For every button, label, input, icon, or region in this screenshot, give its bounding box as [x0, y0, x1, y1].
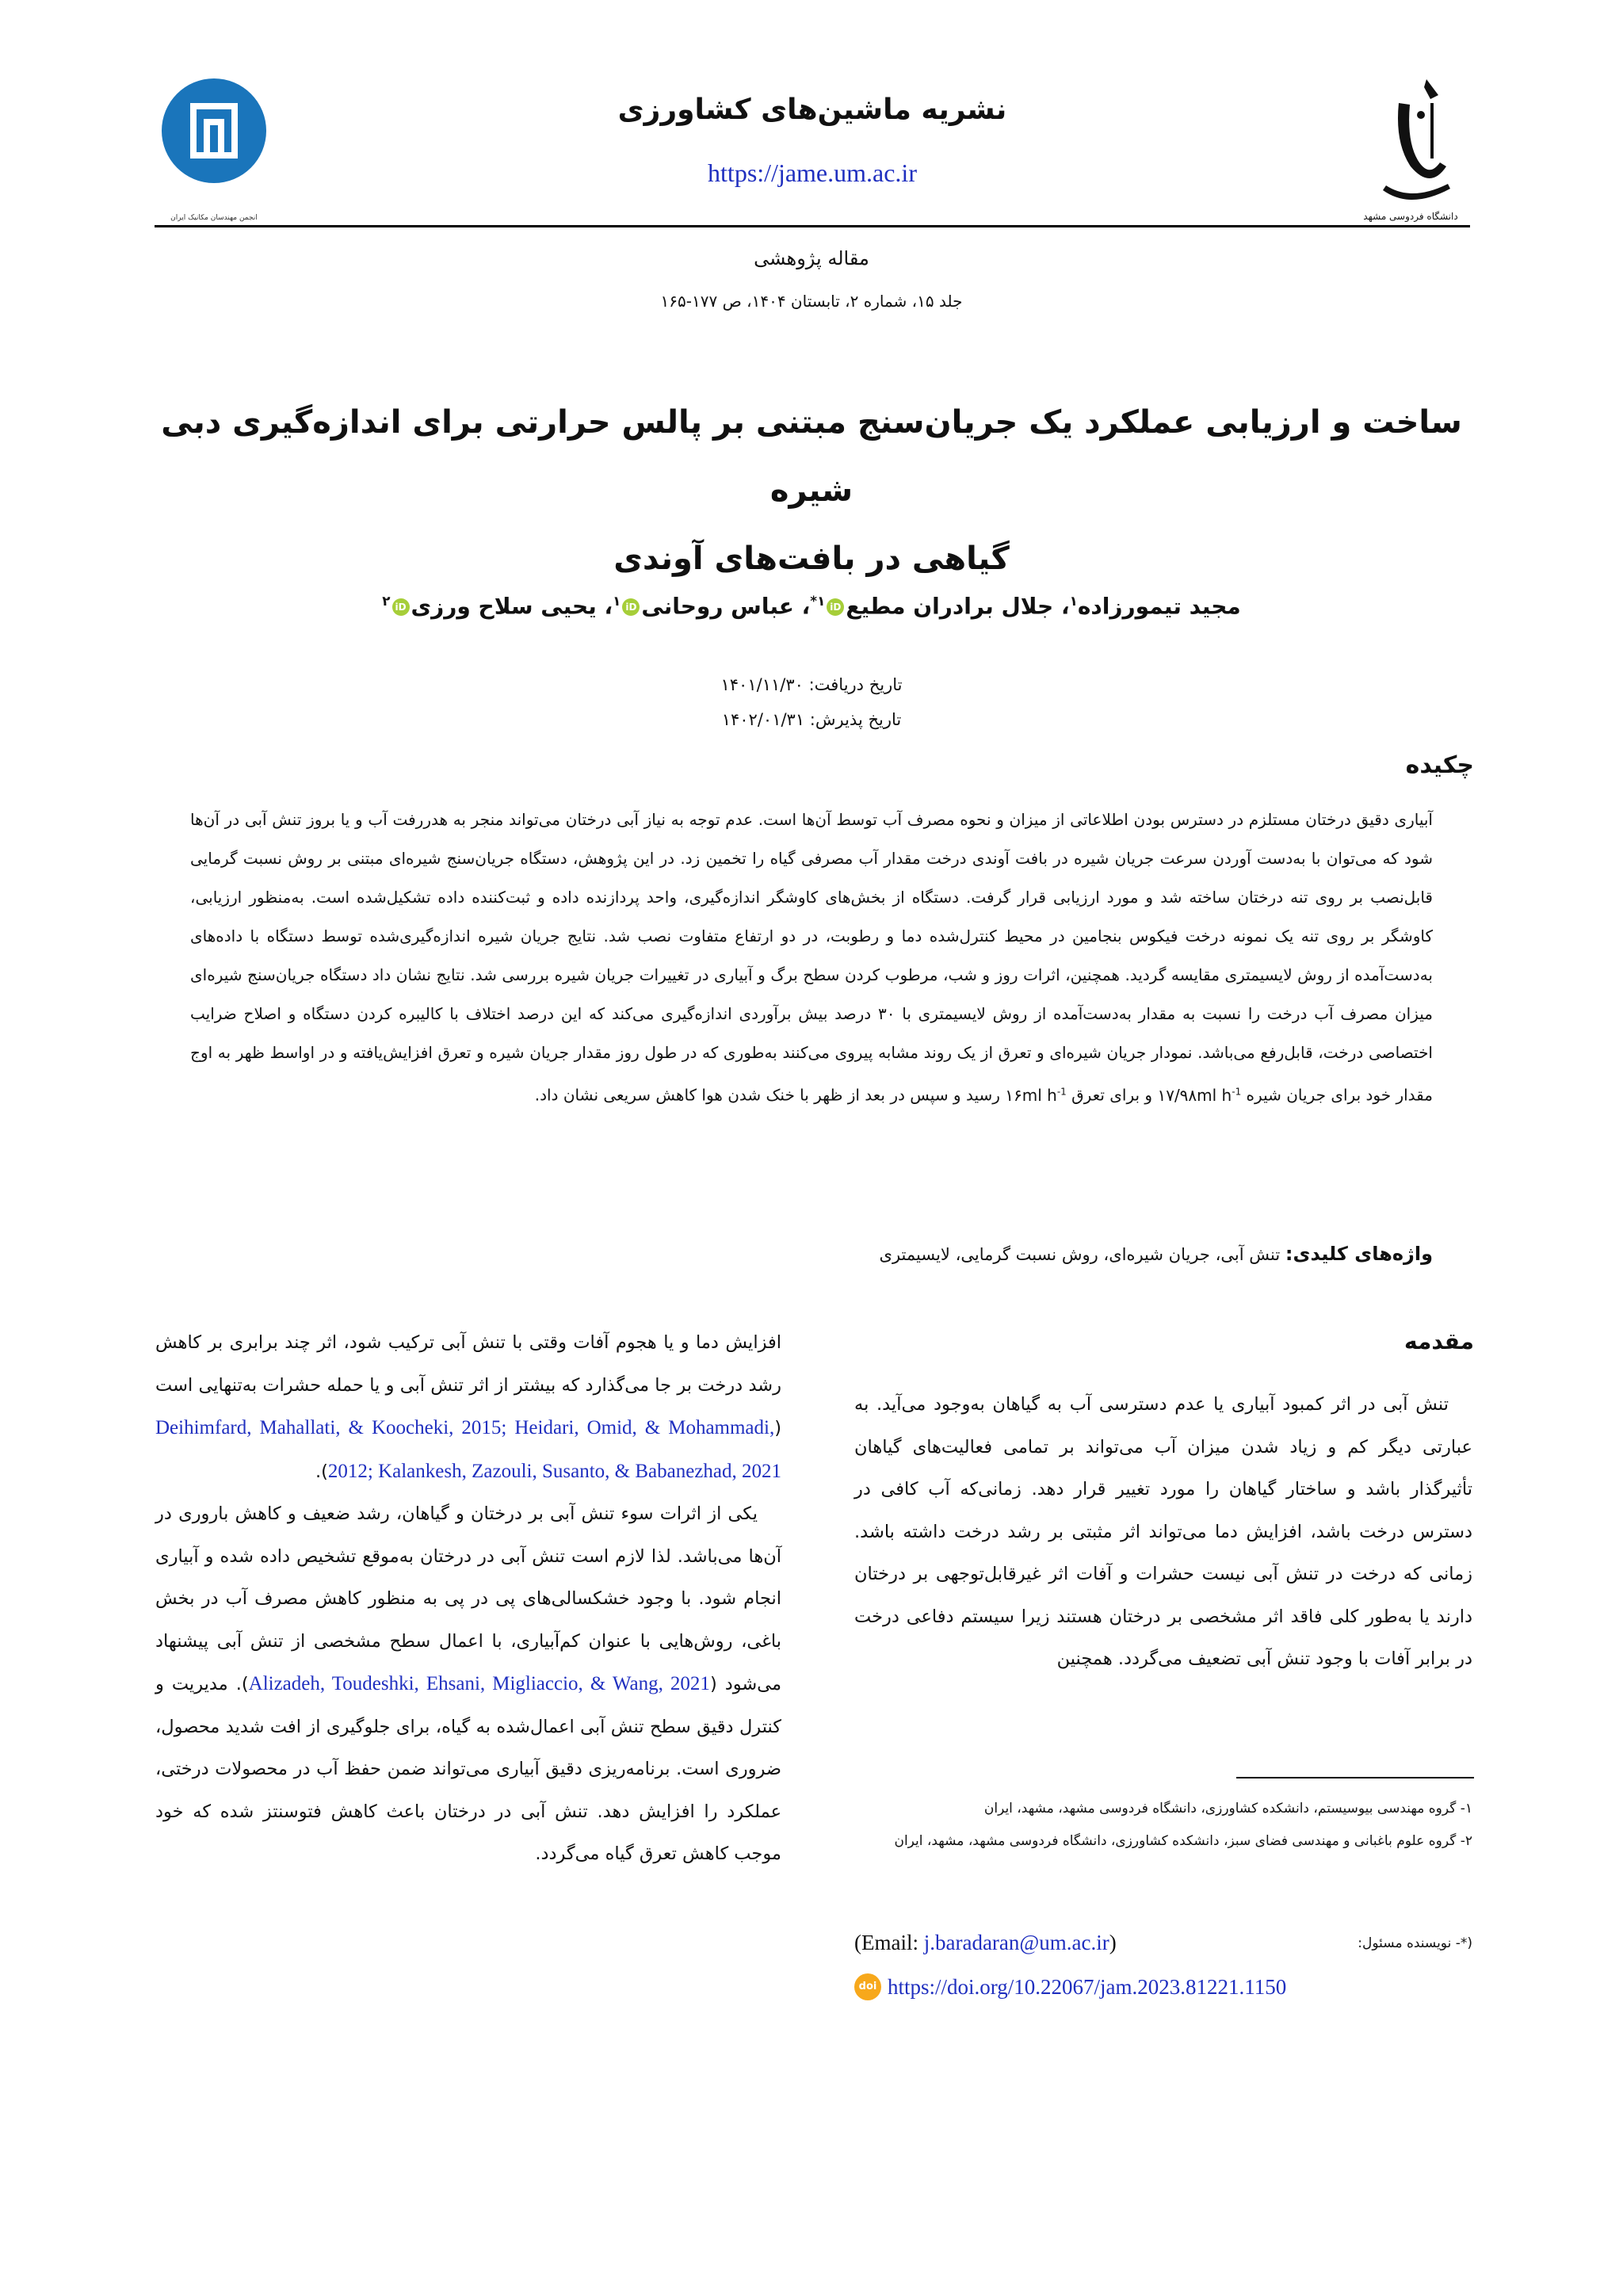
transpiration-peak: ۱۶ml $h^{-1}$: [1005, 1085, 1067, 1105]
author-3: ، عباس روحانی: [641, 593, 811, 620]
journal-url-link[interactable]: https://jame.um.ac.ir: [708, 159, 917, 187]
submission-dates: [0, 667, 1623, 737]
doi-icon: doi: [854, 1973, 881, 2000]
corresponding-author: [854, 1931, 1472, 1954]
email-link[interactable]: j.baradaran@um.ac.ir: [923, 1931, 1109, 1954]
author-1-affiliation: ۱: [1069, 593, 1078, 609]
introduction-paragraph: تنش آبی در اثر کمبود آبیاری یا عدم دسترسی آب به گیاهان به‌وجود می‌آید. به عبارتی دیگر کم و زیاد شدن میزان آب می‌تواند بر تمامی فعالیت‌های گیاهان تأثیرگذار باشد و ساختار گیاهان را مورد تغییر قرار دهد. زمانی‌که آب کافی در دسترس درخت باشد، افزایش دما می‌تواند اثر مثبتی بر رشد درخت داشته باشد. زمانی که درخت در تنش آبی نیست حشرات و آفات اثر غیرقابل‌توجهی بر درختان دارند یا به‌طور کلی فاقد اثر مشخصی بر درختان هستند زیرا سیستم دفاعی درخت در برابر آفات با وجود تنش آبی تضعیف می‌گردد. همچنین: [854, 1394, 1472, 1669]
introduction-heading: مقدمه: [1404, 1328, 1474, 1354]
author-2-affiliation: ۱*: [810, 593, 826, 609]
university-logo-icon: [1351, 71, 1470, 222]
footnotes: [854, 1793, 1472, 1858]
introduction-paragraph: یکی از اثرات سوء تنش آبی بر درختان و گیاهان، رشد ضعیف و کاهش باروری در آن‌ها می‌باشد. لذا لازم است تنش آبی در درختان به‌موقع تشخیص داده شده و آبیاری انجام شود. با وجود خشکسالی‌های پی در پی به منظور کاهش مصرف آب در بخش باغی، روش‌هایی با عنوان کم‌آبیاری، با اعمال سطح مشخصی از تنش آبی پیشنهاد می‌شود (Alizadeh, Toudeshki, Ehsani, Migliaccio, & Wang, 2021). مدیریت و کنترل دقیق سطح تنش آبی اعمال‌شده به گیاه، برای جلوگیری از افت شدید محصول، ضروری است. برنامه‌ریزی دقیق آبیاری می‌تواند ضمن حفظ آب در محصولات درختی، عملکرد را افزایش دهد. تنش آبی در درختان باعث کاهش فتوسنتز شده که خود موجب کاهش تعرق گیاه می‌گردد.: [155, 1503, 781, 1864]
introduction-column-right: [854, 1384, 1472, 1681]
introduction-paragraph: افزایش دما و یا هجوم آفات وقتی با تنش آبی ترکیب شود، اثر چند برابری بر کاهش رشد درخت بر جا می‌گذارد که بیشتر از اثر تنش آبی و یا حمله حشرات به‌تنهایی است (Deihimfard, Mahallati, & Koocheki, 2015; Heidari, Omid, & Mohammadi, 2012; Kalankesh, Zazouli, Susanto, & Babanezhad, 2021).: [155, 1332, 781, 1482]
header-divider: [155, 225, 1470, 227]
received-date: تاریخ دریافت: ۱۴۰۱/۱۱/۳۰: [720, 675, 903, 694]
abstract-text-main: آبیاری دقیق درختان مستلزم در دسترس بودن اطلاعاتی از میزان و نحوه مصرف آب توسط آن‌ها است. عدم توجه به نیاز آبی درختان می‌تواند منجر به هدررفت آب و یا بروز تنش آبی در آن‌ها شود که می‌توان با به‌دست آوردن سرعت جریان شیره در بافت آوندی درخت مقدار آب مصرفی گیاه را تخمین زد. در این پژوهش، دستگاه جریان‌سنج شیره‌ای مبتنی بر روش نسبت گرمایی قابل‌نصب بر روی تنه درختان ساخته شد و مورد ارزیابی قرار گرفت. دستگاه از بخش‌های کاوشگر اندازه‌گیری، واحد پردازنده داده و ثبت‌کننده داده تشکیل‌شده است. به‌منظور ارزیابی، کاوشگر بر روی تنه یک نمونه درخت فیکوس بنجامین در محیط کنترل‌شده دما و رطوبت، در دو ارتفاع متفاوت نصب شد. نتایج جریان شیره اندازه‌گیری‌شده توسط دستگاه با داده‌های به‌دست‌آمده از روش لایسیمتری مقایسه گردید. همچنین، اثرات روز و شب، مرطوب کردن سطح برگ و آبیاری در تغییرات جریان شیره بررسی شد. نتایج نشان داد دستگاه جریان‌سنج شیره‌ای میزان مصرف آب درخت را نسبت به مقدار به‌دست‌آمده از روش لایسیمتری با ۳۰ درصد بیش برآوردی اندازه‌گیری می‌کند که این درصد اختلاف با کالیبره کردن دستگاه و اصلاح ضرایب اختصاصی درخت، قابل‌رفع می‌باشد. نمودار جریان شیره‌ای و تعرق از یک روند مشابه پیروی می‌کنند به‌طوری که در طول روز مقدار جریان شیره و تعرق افزایش‌یافته و در اواسط ظهر به اوج مقدار خود برای جریان شیره: [190, 810, 1433, 1105]
author-2: ، جلال برادران مطیع: [846, 593, 1070, 620]
society-logo-caption: انجمن مهندسان مکانیک ایران: [170, 214, 258, 222]
abstract-text: [190, 800, 1433, 1115]
author-list: [158, 593, 1465, 619]
email-line: (Email: j.baradaran@um.ac.ir): [854, 1931, 1117, 1954]
journal-title: نشریه ماشین‌های کشاورزی: [617, 94, 1007, 126]
footnote-affiliation-2: ۲- گروه علوم باغبانی و مهندسی فضای سبز، دانشکده کشاورزی، دانشگاه فردوسی مشهد، مشهد، ایران: [894, 1833, 1472, 1849]
abstract-text-end: رسید و سپس در بعد از ظهر با خنک شدن هوا کاهش سریعی نشان داد.: [534, 1085, 1006, 1105]
introduction-column-left: [155, 1322, 781, 1876]
accepted-date: تاریخ پذیرش: ۱۴۰۲/۰۱/۳۱: [721, 710, 902, 729]
society-logo: [155, 71, 273, 222]
orcid-icon[interactable]: iD: [827, 598, 844, 616]
keywords: [190, 1243, 1433, 1265]
email-label: (Email:: [854, 1931, 924, 1954]
author-1: مجید تیمورزاده: [1077, 593, 1241, 620]
abstract-heading: چکیده: [1405, 751, 1474, 779]
doi-link[interactable]: https://doi.org/10.22067/jam.2023.81221.1150: [888, 1974, 1287, 1999]
footnote-divider: [1236, 1777, 1474, 1778]
keywords-label: واژه‌های کلیدی:: [1285, 1243, 1433, 1265]
footnote-affiliation-1: ۱- گروه مهندسی بیوسیستم، دانشکده کشاورزی، دانشگاه فردوسی مشهد، مشهد، ایران: [983, 1801, 1472, 1817]
article-title: [158, 388, 1465, 593]
author-4-affiliation: ۲: [382, 593, 391, 609]
volume-issue-line: جلد ۱۵، شماره ۲، تابستان ۱۴۰۴، ص ۱۷۷-۱۶۵: [660, 292, 963, 311]
author-4: ، یحیی سلاح ورزی: [411, 593, 613, 620]
society-logo-icon: [155, 71, 273, 198]
university-logo: [1351, 71, 1470, 222]
citation-link[interactable]: Alizadeh, Toudeshki, Ehsani, Migliaccio, & Wang, 2021: [248, 1673, 710, 1694]
sap-flow-peak: ۱۷/۹۸ml $h^{-1}$: [1157, 1085, 1242, 1105]
abstract-text-conjunction: و برای تعرق: [1066, 1085, 1158, 1105]
title-line-2: گیاهی در بافت‌های آوندی: [613, 541, 1010, 577]
author-3-affiliation: ۱: [613, 593, 621, 609]
university-logo-caption: دانشگاه فردوسی مشهد: [1363, 211, 1458, 222]
orcid-icon[interactable]: iD: [622, 598, 640, 616]
keywords-list: تنش آبی، جریان شیره‌ای، روش نسبت گرمایی، لایسیمتری: [879, 1245, 1281, 1264]
title-line-1: ساخت و ارزیابی عملکرد یک جریان‌سنج مبتنی بر پالس حرارتی برای اندازه‌گیری دبی شیره: [161, 404, 1462, 509]
journal-header: [155, 71, 1470, 230]
citation-link[interactable]: Deihimfard, Mahallati, & Koocheki, 2015; Heidari, Omid, & Mohammadi, 2012; Kalankesh, Zazouli, Susanto, & Babanezhad, 2021: [155, 1417, 781, 1482]
orcid-icon[interactable]: iD: [392, 598, 410, 616]
article-type: مقاله پژوهشی: [754, 247, 869, 269]
corresponding-label: (*- نویسنده مسئول:: [1358, 1935, 1472, 1951]
doi-line: [854, 1973, 1286, 2000]
